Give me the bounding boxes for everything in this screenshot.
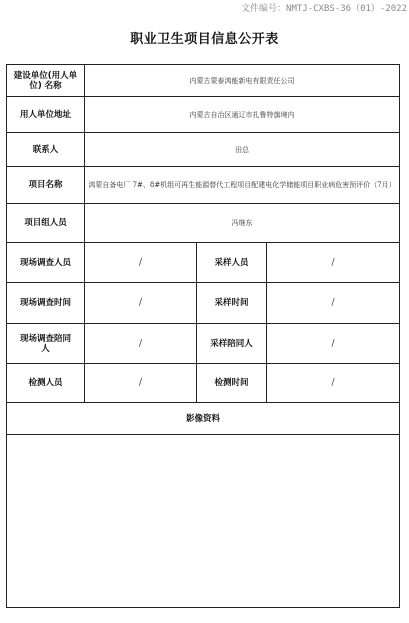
survey-escort-value: / xyxy=(85,324,197,364)
sampling-escort-value: / xyxy=(267,324,400,364)
employer-name-label: 建设单位(用人单位) 名称 xyxy=(7,65,85,97)
table-row xyxy=(7,403,400,435)
page-title: 职业卫生项目信息公开表 xyxy=(130,32,279,47)
contact-label: 联系人 xyxy=(7,133,85,167)
table-row xyxy=(7,65,400,97)
survey-staff-label: 现场调查人员 xyxy=(7,243,85,283)
testing-time-label: 检测时间 xyxy=(197,364,267,403)
survey-time-value: / xyxy=(85,283,197,324)
table-row xyxy=(7,97,400,133)
table-row xyxy=(7,167,400,204)
sampling-staff-value: / xyxy=(267,243,400,283)
project-name-label: 项目名称 xyxy=(7,167,85,204)
employer-name-value: 内蒙古蒙泰鸿能新电有限责任公司 xyxy=(85,65,400,97)
survey-time-label: 现场调查时间 xyxy=(7,283,85,324)
project-name-value: 鸿蒙自备电厂 7#、8#机组可再生能源替代工程项目配建电化学储能项目职业病危害预评价（7月） xyxy=(85,167,400,204)
testers-value: / xyxy=(85,364,197,403)
sampling-staff-label: 采样人员 xyxy=(197,243,267,283)
table-row xyxy=(7,133,400,167)
project-team-value: 冯继东 xyxy=(85,204,400,243)
contact-value: 田总 xyxy=(85,133,400,167)
project-team-label: 项目组人员 xyxy=(7,204,85,243)
document-number: 文件编号：NMTJ-CXBS-36（01）-2022 xyxy=(241,4,407,14)
table-row xyxy=(7,283,400,324)
table-row xyxy=(7,364,400,403)
table-row xyxy=(7,243,400,283)
survey-staff-value: / xyxy=(85,243,197,283)
employer-address-label: 用人单位地址 xyxy=(7,97,85,133)
testing-time-value: / xyxy=(267,364,400,403)
info-table xyxy=(6,64,400,608)
survey-escort-label: 现场调查陪同人 xyxy=(7,324,85,364)
sampling-time-value: / xyxy=(267,283,400,324)
image-materials-area xyxy=(7,435,400,608)
testers-label: 检测人员 xyxy=(7,364,85,403)
table-row xyxy=(7,324,400,364)
sampling-escort-label: 采样陪同人 xyxy=(197,324,267,364)
image-materials-blank xyxy=(7,435,400,608)
employer-address-value: 内蒙古自治区通辽市扎鲁特旗境内 xyxy=(85,97,400,133)
sampling-time-label: 采样时间 xyxy=(197,283,267,324)
image-materials-header: 影像资料 xyxy=(7,403,400,435)
table-row xyxy=(7,204,400,243)
